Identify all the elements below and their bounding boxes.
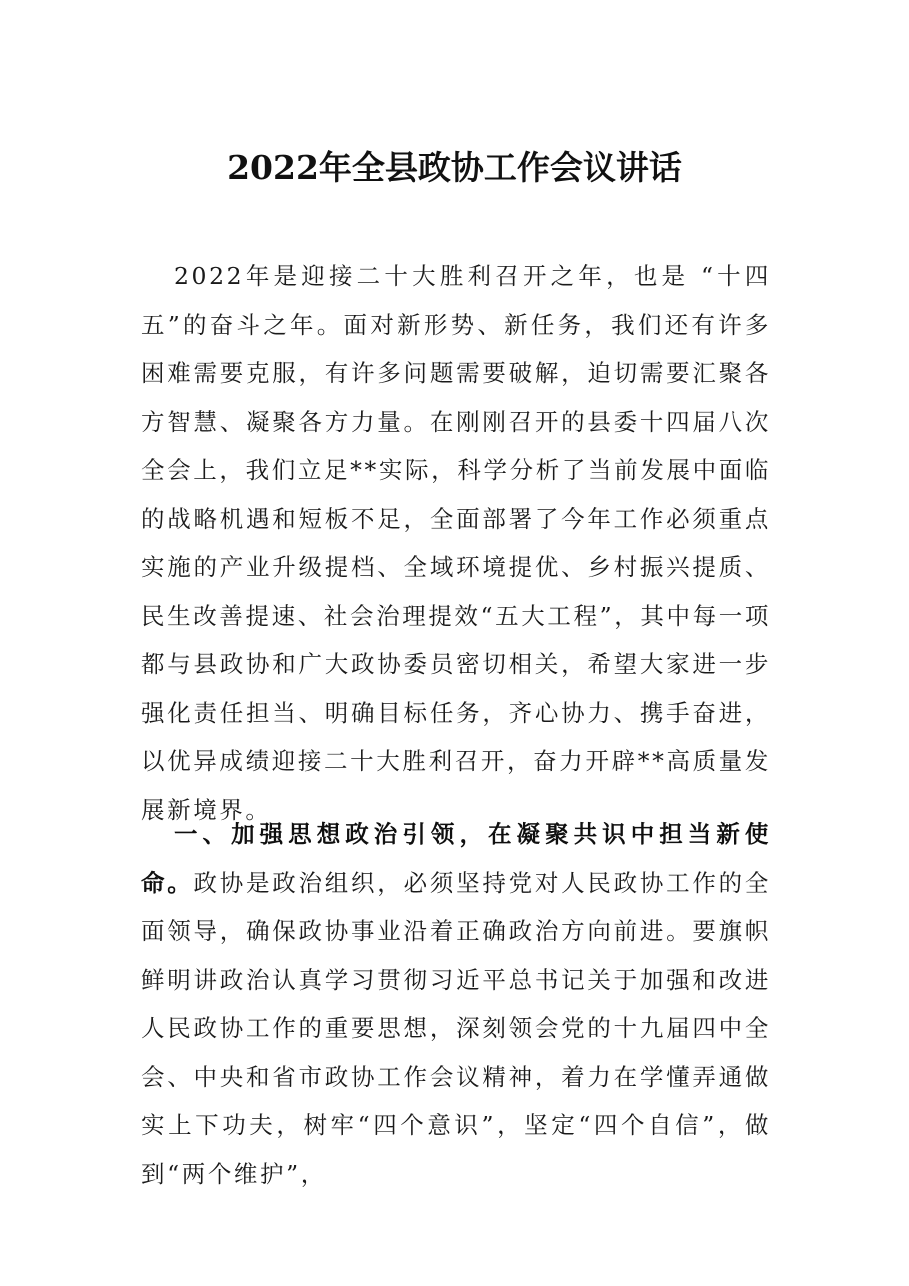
section-1-text: 政协是政治组织，必须坚持党对人民政协工作的全面领导，确保政协事业沿着正确政治方向前进。要旗帜鲜明讲政治认真学习贯彻习近平总书记关于加强和改进人民政协工作的重要思想，深刻领会党的十九届四中全会、中央和省市政协工作会议精神，着力在学懂弄通做实上下功夫，树牢“四个意识”，坚定“四个自信”，做到“两个维护”， [141,868,771,1188]
paragraph-section-1 [141,810,771,1198]
document-title: 2022年全县政协工作会议讲话 [227,148,682,187]
paragraph-intro: 2022年是迎接二十大胜利召开之年，也是 “十四五”的奋斗之年。面对新形势、新任务，我们还有许多困难需要克服，有许多问题需要破解，迫切需要汇聚各方智慧、凝聚各方力量。在刚刚召开的县委十四届八次全会上，我们立足**实际，科学分析了当前发展中面临的战略机遇和短板不足，全面部署了今年工作必须重点实施的产业升级提档、全域环境提优、乡村振兴提质、民生改善提速、社会治理提效“五大工程”，其中每一项都与县政协和广大政协委员密切相关，希望大家进一步强化责任担当、明确目标任务，齐心协力、携手奋进，以优异成绩迎接二十大胜利召开，奋力开辟**高质量发展新境界。 [141,262,771,824]
section-1-heading: 一、加强思想政治引领，在凝聚共识中担当新使命。 [141,820,771,897]
